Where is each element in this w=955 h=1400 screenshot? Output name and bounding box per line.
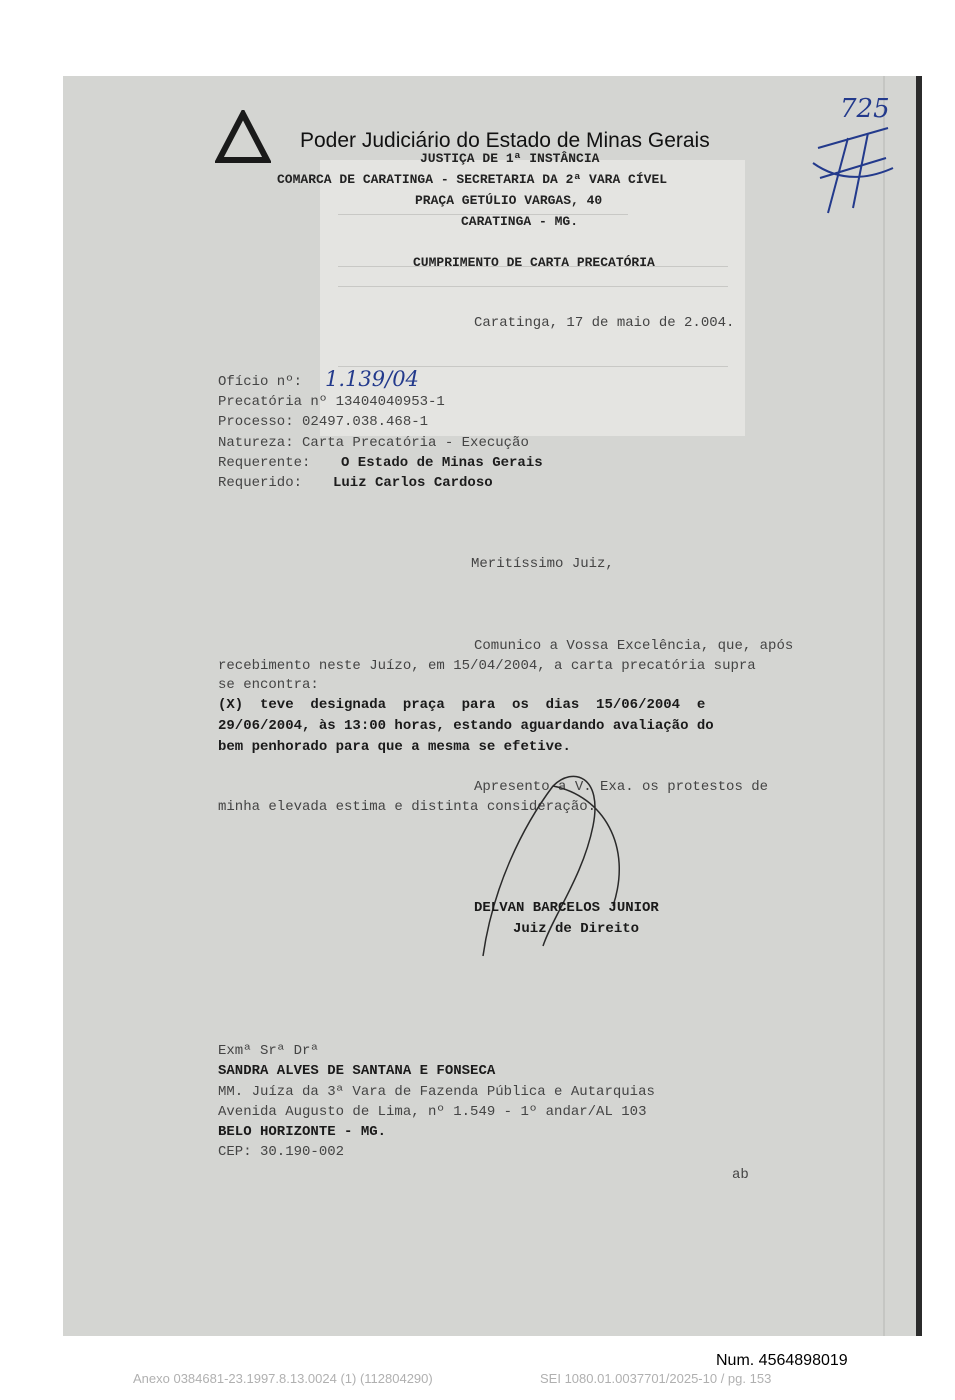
signer-title: Juiz de Direito xyxy=(513,921,640,937)
oficio-number-handwritten: 1.139/04 xyxy=(325,367,419,391)
comarca-line: COMARCA DE CARATINGA - SECRETARIA DA 2ª VARA CÍVEL xyxy=(277,172,668,187)
annex-reference: Anexo 0384681-23.1997.8.13.0024 (1) (112804290) xyxy=(133,1371,433,1386)
requerente-value: O Estado de Minas Gerais xyxy=(341,455,543,471)
natureza-line: Natureza: Carta Precatória - Execução xyxy=(218,435,529,451)
closing-line-2: minha elevada estima e distinta consideração. xyxy=(218,799,597,815)
recipient-cep: CEP: 30.190-002 xyxy=(218,1144,345,1160)
oficio-label: Ofício nº: xyxy=(218,374,303,390)
recipient-address: Avenida Augusto de Lima, nº 1.549 - 1º andar/AL 103 xyxy=(218,1104,647,1120)
body-line-1: Comunico a Vossa Excelência, que, após xyxy=(474,638,794,654)
recipient-city: BELO HORIZONTE - MG. xyxy=(218,1124,387,1140)
body-bold-line-1: (X) teve designada praça para os dias 15/06/2004 e xyxy=(218,697,706,713)
precatoria-line: Precatória nº 13404040953-1 xyxy=(218,394,445,410)
signer-name: DELVAN BARCELOS JUNIOR xyxy=(474,900,659,916)
city-line: CARATINGA - MG. xyxy=(461,214,579,229)
recipient-name: SANDRA ALVES DE SANTANA E FONSECA xyxy=(218,1063,496,1079)
body-line-3: se encontra: xyxy=(218,677,319,693)
triangle-logo-icon xyxy=(215,110,271,164)
typist-initials: ab xyxy=(732,1167,749,1183)
recipient-honorific: Exmª Srª Drª xyxy=(218,1043,319,1059)
sei-reference: SEI 1080.01.0037701/2025-10 / pg. 153 xyxy=(540,1371,772,1386)
document-number: Num. 4564898019 xyxy=(716,1352,848,1369)
handwritten-scribble-icon xyxy=(808,118,898,218)
body-bold-line-2: 29/06/2004, às 13:00 horas, estando aguardando avaliação do xyxy=(218,718,714,734)
processo-line: Processo: 02497.038.468-1 xyxy=(218,414,429,430)
document-subject: CUMPRIMENTO DE CARTA PRECATÓRIA xyxy=(413,255,655,270)
requerente-label: Requerente: xyxy=(218,455,311,471)
body-line-2: recebimento neste Juízo, em 15/04/2004, a carta precatória supra xyxy=(218,658,756,674)
closing-line-1: Apresento a V. Exa. os protestos de xyxy=(474,779,769,795)
scan-edge xyxy=(916,76,922,1336)
handwritten-page-number: 725 xyxy=(840,94,890,124)
scanned-document xyxy=(63,76,922,1336)
salutation: Meritíssimo Juiz, xyxy=(471,556,614,572)
address-line: PRAÇA GETÚLIO VARGAS, 40 xyxy=(415,193,603,208)
page-fold xyxy=(883,76,885,1336)
body-bold-line-3: bem penhorado para que a mesma se efetive. xyxy=(218,739,571,755)
instance-line: JUSTIÇA DE 1ª INSTÂNCIA xyxy=(420,151,600,166)
recipient-role: MM. Juíza da 3ª Vara de Fazenda Pública e Autarquias xyxy=(218,1084,655,1100)
court-title: Poder Judiciário do Estado de Minas Gerais xyxy=(300,129,710,152)
requerido-label: Requerido: xyxy=(218,475,303,491)
date-line: Caratinga, 17 de maio de 2.004. xyxy=(474,315,735,331)
requerido-value: Luiz Carlos Cardoso xyxy=(333,475,493,491)
